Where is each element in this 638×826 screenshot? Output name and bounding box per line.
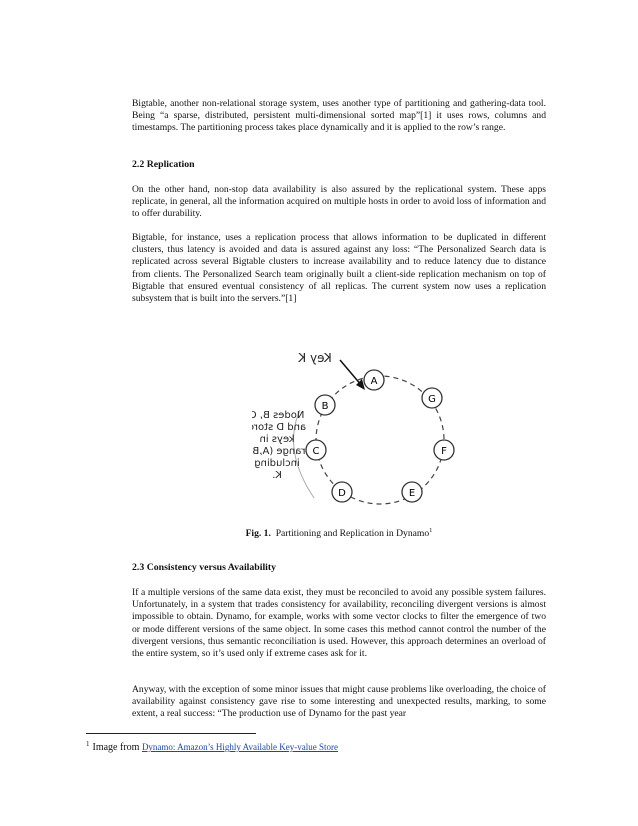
annotation-line-2: and D store [252,422,307,433]
node-d [332,482,352,502]
node-d-label: D [338,488,346,499]
caption-footnote-ref: 1 [429,527,433,534]
footnote-number: 1 [86,740,90,748]
node-a [364,370,384,390]
heading-consistency-text: 2.3 Consistency versus Availability [132,562,277,573]
text-bigtable: Bigtable, another non-relational storage system, uses another type of partitioning and gathering-data tool. Being “a sparse, distributed, persistent multi-dimensional sorted map”[1] it uses rows, columns and timestamps. The partitioning process takes place dynamically and it is applied to the row’s range. [132,98,546,134]
annotation-line-6: K. [272,470,282,481]
annotation-line-5: including [254,458,300,469]
key-k-label: Key K [298,351,332,365]
key-arrow-line [340,360,362,386]
paragraph-production [132,684,546,721]
paragraph-availability [132,184,546,221]
node-c [306,440,326,460]
heading-replication [132,159,546,171]
annotation-line-3: keys in [259,434,295,445]
heading-consistency [132,562,546,574]
annotation-line-4: range (A,B) [252,446,306,457]
annotation-line-1: Nodes B, C [252,410,305,421]
paragraph-bigtable [132,98,546,135]
node-g [422,388,442,408]
figure-caption [132,527,546,539]
paragraph-reconcile [132,587,546,660]
caption-label: Fig. 1. [245,528,271,539]
footnote [86,740,338,753]
footnote-divider [86,733,256,734]
footnote-prefix: Image from [92,742,142,753]
node-b [315,395,335,415]
node-f [434,440,454,460]
paragraph-bigtable-replication [132,232,546,305]
figure-dynamo-ring [252,340,497,520]
text-production: Anyway, with the exception of some minor issues that might cause problems like overloading, the choice of availability against consistency gave rise to some interesting and unexpected results, marking, to some extent, a real success: “The production use of Dynamo for the past year [132,684,546,720]
ring-diagram [252,340,497,520]
text-bigtable-replication: Bigtable, for instance, uses a replication process that allows information to be duplicated in different clusters, thus latency is avoided and data is assured against any loss: “The Personalized Search data is replicated across several Bigtable clusters to increase availability and to reduce latency due to distance from clients. The Personalized Search team originally built a client-side replication mechanism on top of Bigtable that ensured eventual consistency of all replicas. The current system now uses a replication subsystem that is built into the servers.”[1] [132,232,546,305]
text-reconcile: If a multiple versions of the same data exist, they must be reconciled to avoid any possible system failures. Unfortunately, in a system that trades consistency for availability, reconciling divergent versions is almost impossible to obtain. Dynamo, for example, works with some vector clocks to filter the emergence of two or mode different versions of the same object. In some cases this method cannot control the number of the divergent versions, thus semantic reconciliation is used. However, this approach determines an overload of the entire system, so it’s used only if extreme cases ask for it. [132,587,546,660]
node-c-label: C [312,446,320,457]
text-availability: On the other hand, non-stop data availability is also assured by the replicational system. These apps replicate, in general, all the information acquired on multiple hosts in order to avoid loss of information and to offer durability. [132,184,546,220]
node-e-label: E [408,488,416,499]
node-g-label: G [428,394,436,405]
node-f-label: F [441,446,447,457]
node-e [402,482,422,502]
node-a-label: A [370,376,378,387]
caption-text: Partitioning and Replication in Dynamo [270,528,430,539]
heading-replication-text: 2.2 Replication [132,159,195,170]
node-b-label: B [321,401,329,412]
footnote-link[interactable]: Dynamo: Amazon’s Highly Available Key-value Store [141,742,338,752]
